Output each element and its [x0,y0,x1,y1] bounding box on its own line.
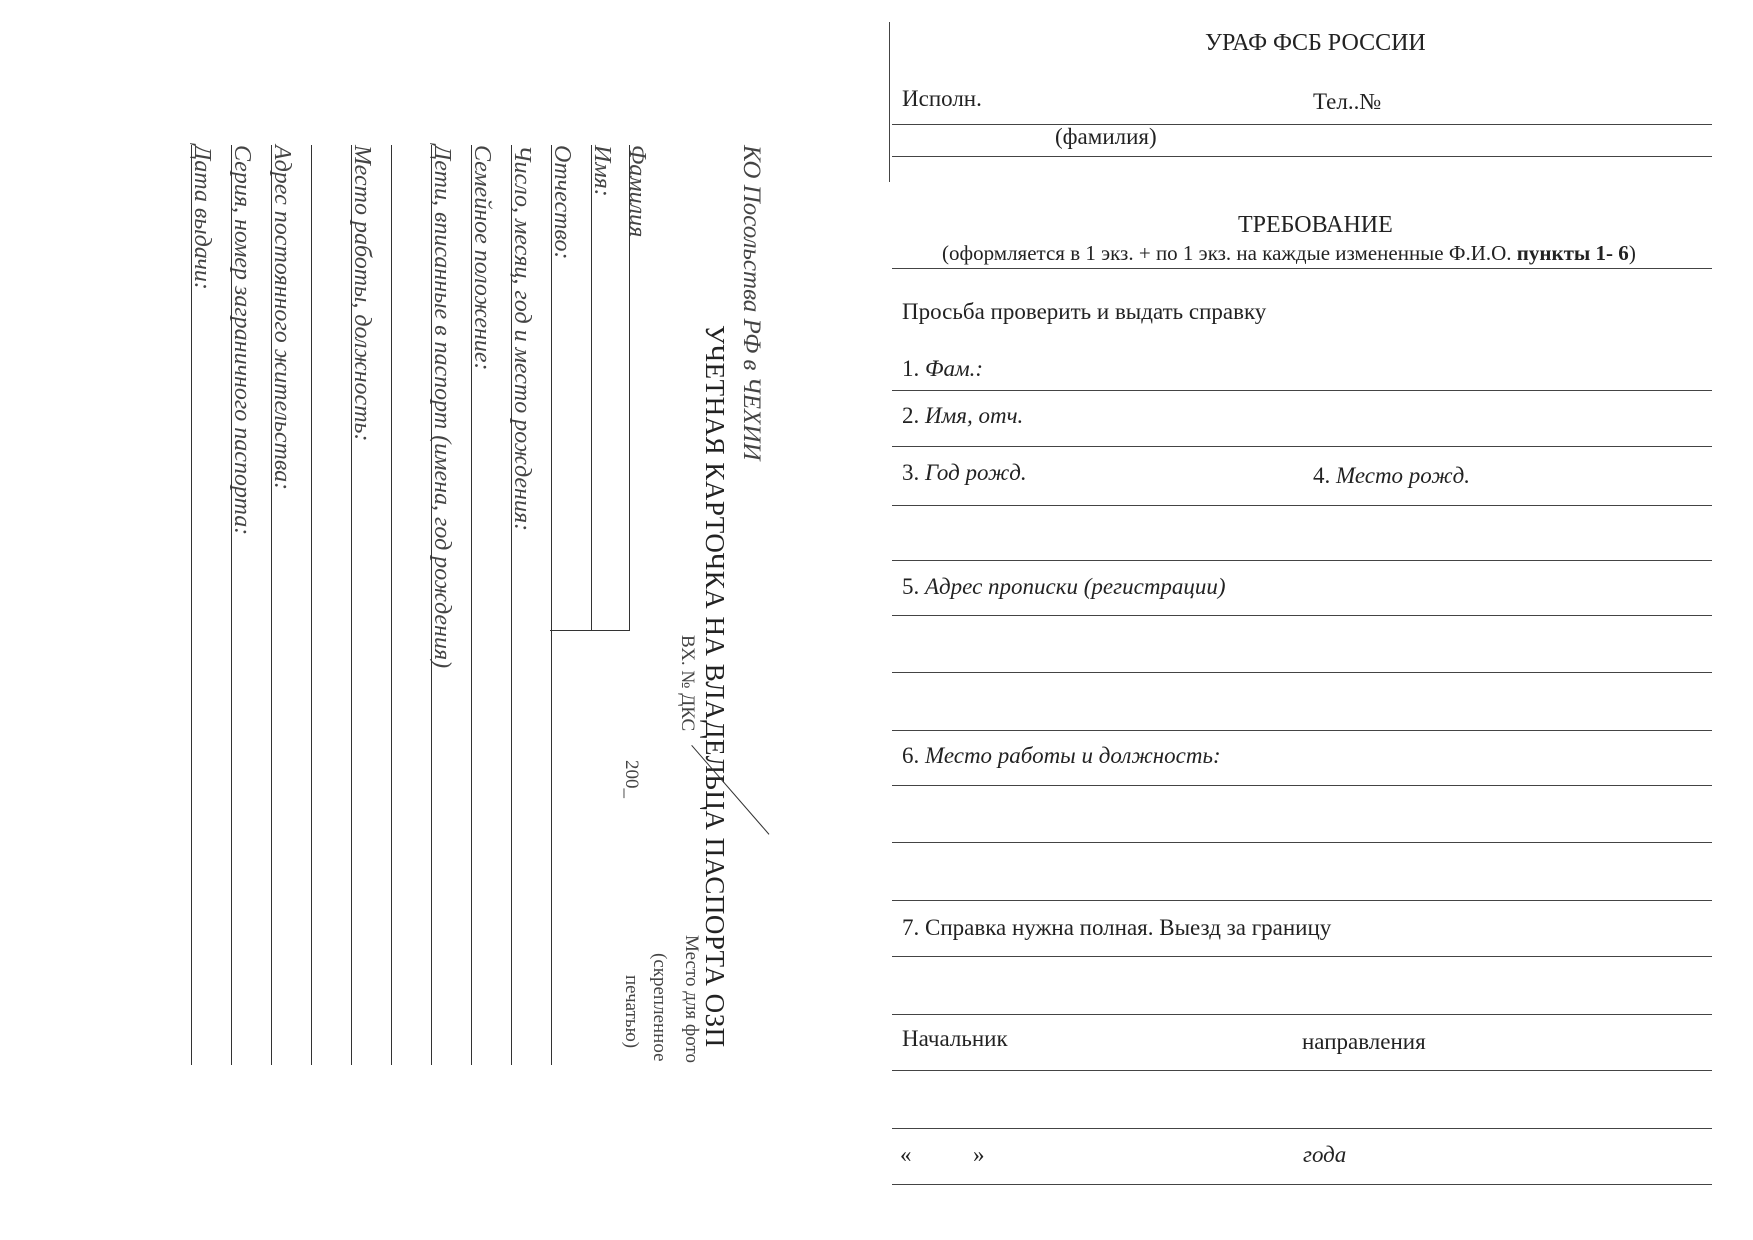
field-surname: Фамилия [624,145,650,238]
field-issue-date: Дата выдачи: [189,145,215,290]
form-line [892,785,1712,786]
item-number: 2. [902,403,925,428]
field-line [629,145,630,630]
field-name: Имя: [589,145,615,197]
item-label: Имя, отч. [925,403,1024,428]
field-line [351,145,352,1065]
form-left-border [889,22,890,182]
item-full-certificate: 7. Справка нужна полная. Выезд за границу [902,915,1332,940]
phone-label: Тел..№ [1313,89,1382,114]
field-line [431,145,432,1065]
card-header: КО Посольства РФ в ЧЕХИИ [738,145,765,461]
date-quote-open: « [900,1142,912,1167]
form-line [892,672,1712,673]
form-line [892,900,1712,901]
item-label: Место рожд. [1336,463,1471,488]
year-word: года [1303,1142,1347,1167]
card-title: УЧЕТНАЯ КАРТОЧКА НА ВЛАДЕЛЬЦА ПАСПОРТА ОЗП [700,325,730,1048]
form-line [892,842,1712,843]
item-address [902,574,1226,600]
direction-label: направления [1302,1029,1426,1054]
item-number: 4. [1313,463,1336,488]
field-line [591,145,592,630]
form-line [892,124,1712,125]
field-birth: Число, месяц, год и место рождения: [509,145,535,532]
incoming-number-label: ВХ. № ДКС [677,635,698,732]
photo-place-label-3: печатью) [621,975,642,1049]
photo-place-label: Место для фото [681,935,702,1064]
form-line [892,1014,1712,1015]
form-line [892,956,1712,957]
item-workplace [902,743,1221,769]
field-line [311,145,312,1065]
photo-place-label-2: (скрепленное [649,953,670,1062]
field-line [511,145,512,1065]
form-note [942,241,1636,266]
field-line [471,145,472,1065]
form-note-text: (оформляется в 1 экз. + по 1 экз. на каждые измененные Ф.И.О. [942,241,1517,265]
field-workplace: Место работы, должность: [349,145,375,442]
form-line [892,560,1712,561]
year-label: 200_ [621,760,642,798]
request-text: Просьба проверить и выдать справку [902,299,1267,324]
form-line [892,446,1712,447]
field-line [391,145,392,1065]
registration-card-sheet [0,0,840,1240]
form-organization: УРАФ ФСБ РОССИИ [1205,30,1426,56]
field-line [231,145,232,1065]
date-quote-close: » [973,1142,985,1167]
item-birth-place [1313,463,1470,489]
form-line [892,615,1712,616]
form-line [892,505,1712,506]
field-line [271,145,272,1065]
surname-hint: (фамилия) [1055,124,1157,149]
form-line [892,390,1712,391]
form-line [892,156,1712,157]
form-note-bold: пункты 1- 6 [1516,241,1629,265]
form-note-end: ) [1628,241,1636,265]
form-line [892,1070,1712,1071]
item-number: 3. [902,460,925,485]
field-divider [550,630,630,631]
item-label: Адрес прописки (регистрации) [925,574,1226,599]
item-surname [902,356,983,382]
item-label: Год рожд. [925,460,1027,485]
form-line [892,1128,1712,1129]
registration-card [110,145,770,1225]
field-passport-number: Серия, номер заграничного паспорта: [229,145,255,536]
form-line [892,730,1712,731]
executor-label: Исполн. [902,86,982,111]
item-label: Место работы и должность: [925,743,1221,768]
item-number: 5. [902,574,925,599]
chief-label: Начальник [902,1026,1008,1051]
form-line [892,268,1712,269]
item-label: Фам.: [925,356,984,381]
field-line [551,145,552,1065]
field-children: Дети, вписанные в паспорт (имена, год рождения) [429,145,455,669]
item-name-patronymic [902,403,1023,429]
field-marital-status: Семейное положение: [469,145,495,371]
field-address: Адрес постоянного жительства: [269,145,295,491]
item-number: 6. [902,743,925,768]
field-patronymic: Отчество: [549,145,575,260]
form-heading: ТРЕБОВАНИЕ [1238,212,1393,238]
item-number: 1. [902,356,925,381]
form-line [892,1184,1712,1185]
field-line [191,145,192,1065]
item-birth-year [902,460,1027,486]
